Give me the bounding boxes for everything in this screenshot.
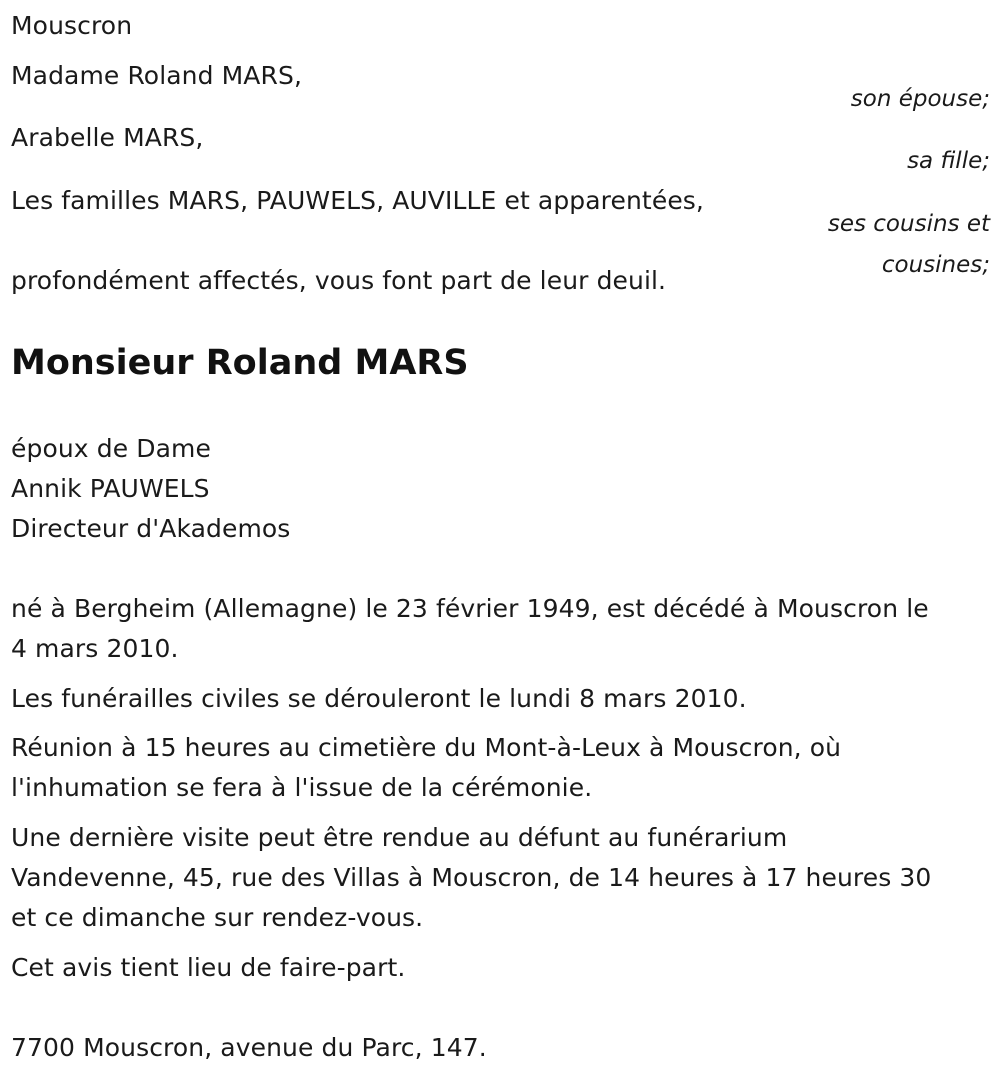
- relation-spouse: son épouse;: [850, 86, 990, 112]
- deceased-name: Monsieur Roland MARS: [11, 343, 469, 383]
- birth-death-line-2: 4 mars 2010.: [11, 634, 179, 663]
- notice-text: Cet avis tient lieu de faire-part.: [11, 953, 406, 982]
- deceased-detail-spouse-of: époux de Dame: [11, 434, 211, 463]
- relation-cousins-line2: cousines;: [881, 252, 990, 278]
- family-member-spouse: Madame Roland MARS,: [11, 61, 302, 90]
- deceased-detail-occupation: Directeur d'Akademos: [11, 514, 291, 543]
- birth-death-line-1: né à Bergheim (Allemagne) le 23 février 1949, est décédé à Mouscron le: [11, 594, 929, 623]
- visit-line-2: Vandevenne, 45, rue des Villas à Mouscron, de 14 heures à 17 heures 30: [11, 863, 932, 892]
- reunion-line-2: l'inhumation se fera à l'issue de la cérémonie.: [11, 773, 593, 802]
- reunion-line-1: Réunion à 15 heures au cimetière du Mont-à-Leux à Mouscron, où: [11, 733, 842, 762]
- footer-address: 7700 Mouscron, avenue du Parc, 147.: [11, 1033, 487, 1062]
- deceased-detail-spouse-name: Annik PAUWELS: [11, 474, 210, 503]
- relation-cousins-line1: ses cousins et: [827, 211, 990, 237]
- location-heading: Mouscron: [11, 11, 133, 40]
- visit-line-3: et ce dimanche sur rendez-vous.: [11, 903, 424, 932]
- announcement-text: profondément affectés, vous font part de leur deuil.: [11, 266, 667, 295]
- relation-daughter: sa fille;: [907, 148, 990, 174]
- visit-line-1: Une dernière visite peut être rendue au défunt au funérarium: [11, 823, 788, 852]
- funeral-info: Les funérailles civiles se dérouleront le lundi 8 mars 2010.: [11, 684, 747, 713]
- family-member-families: Les familles MARS, PAUWELS, AUVILLE et apparentées,: [11, 186, 704, 215]
- family-member-daughter: Arabelle MARS,: [11, 123, 204, 152]
